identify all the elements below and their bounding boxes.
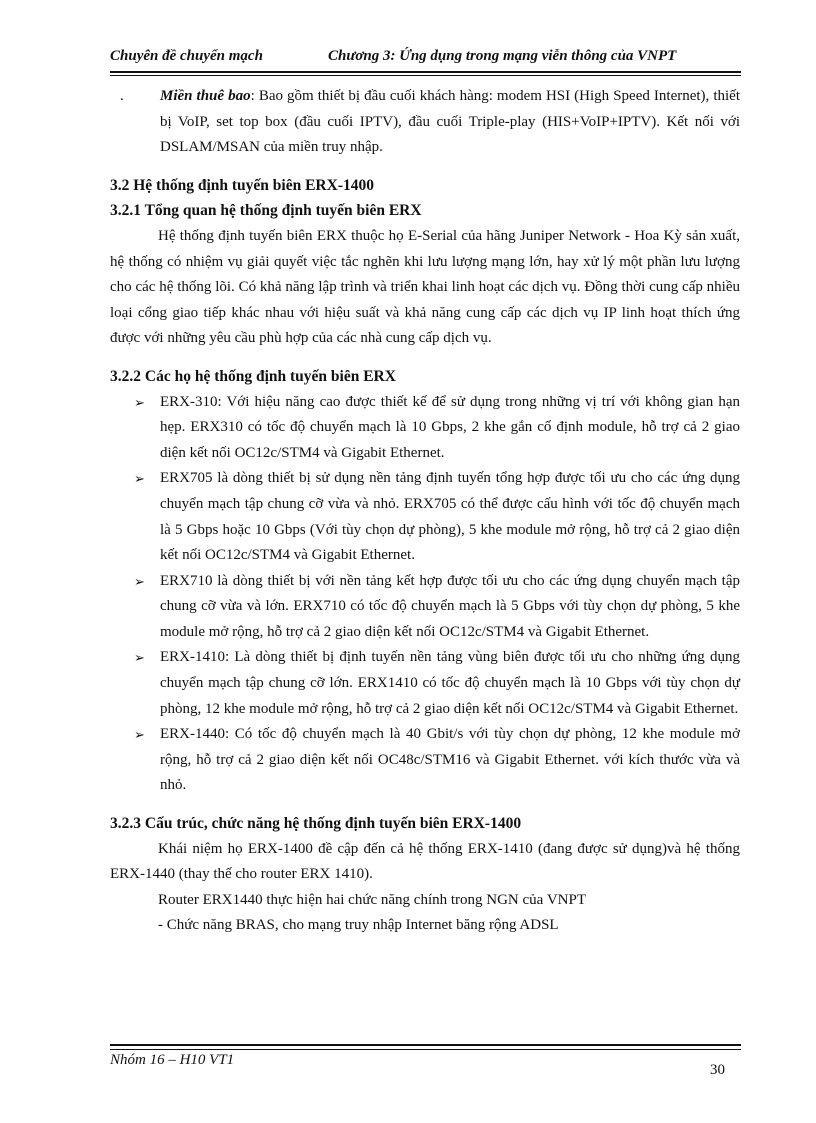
list-item-text: ERX-1440: Có tốc độ chuyển mạch là 40 Gbit/s với tùy chọn dự phòng, 12 khe module mở rộng, hỗ trợ cả 2 giao diện kết nối OC48c/STM16 và Gigabit Ethernet. với kích thước vừa và nhỏ. <box>160 726 740 794</box>
list-item-text: ERX710 là dòng thiết bị với nền tảng kết hợp được tối ưu cho các ứng dụng chuyển mạch tập chung cỡ vừa và lớn. ERX710 có tốc độ chuyển mạch là 5 Gbps với tùy chọn dự phòng, 5 khe module mở rộng, hỗ trợ cả 2 giao diện kết nối OC12c/STM4 và Gigabit Ethernet. <box>160 572 740 640</box>
section-3-2-2-heading: 3.2.2 Các họ hệ thống định tuyến biên ERX <box>110 367 396 385</box>
page-body <box>110 84 740 1044</box>
section-3-2-heading: 3.2 Hệ thống định tuyến biên ERX-1400 <box>110 176 374 194</box>
arrow-bullet-icon: ➢ <box>134 394 145 410</box>
section-3-2-3-heading: 3.2.3 Cấu trúc, chức năng hệ thống định tuyến biên ERX-1400 <box>110 815 522 833</box>
list-item <box>110 466 740 568</box>
list-item <box>110 722 740 799</box>
list-item <box>110 390 740 467</box>
section-3-2-3-paragraph-2: Router ERX1440 thực hiện hai chức năng chính trong NGN của VNPT <box>158 891 586 908</box>
section-3-2-1-paragraph: Hệ thống định tuyến biên ERX thuộc họ E-Serial của hãng Juniper Network - Hoa Kỳ sản xuất, hệ thống có nhiệm vụ giải quyết việc tắc nghẽn khi lưu lượng mạng lớn, hay xử lý một phần lưu lượng cho các hệ thống lõi. Có khả năng lập trình và triển khai linh hoạt các dịch vụ. Đồng thời cung cấp nhiều loại cổng giao tiếp khác nhau với hiệu suất và khả năng cung cấp các dịch vụ IP linh hoạt thích ứng được với những yêu cầu phù hợp của các nhà cung cấp dịch vụ. <box>110 227 740 347</box>
page-number: 30 <box>710 1062 725 1078</box>
header-document-title: Chuyên đề chuyển mạch <box>110 48 263 64</box>
page-header <box>110 48 740 70</box>
intro-term: Miền thuê bao <box>160 88 251 104</box>
footer-rule-thick <box>110 1044 741 1046</box>
section-3-2-3-paragraph-1: Khái niệm họ ERX-1400 đề cập đến cả hệ thống ERX-1410 (đang được sử dụng)và hệ thống ERX-1440 (thay thế cho router ERX 1410). <box>110 840 740 883</box>
header-rule-thin <box>110 75 741 76</box>
intro-text: : Bao gồm thiết bị đầu cuối khách hàng: modem HSI (High Speed Internet), thiết bị VoIP, set top box (đầu cuối IPTV), đầu cuối Triple-play (HIS+VoIP+IPTV). Kết nối với DSLAM/MSAN của miền truy nhập. <box>160 88 741 156</box>
arrow-bullet-icon: ➢ <box>134 727 145 743</box>
header-rule-thick <box>110 71 741 73</box>
arrow-bullet-icon: ➢ <box>134 471 145 487</box>
arrow-bullet-icon: ➢ <box>134 573 145 589</box>
list-item <box>110 645 740 722</box>
footer-rule-thin <box>110 1049 741 1050</box>
header-chapter-title: Chương 3: Ứng dụng trong mạng viễn thông của VNPT <box>328 48 677 64</box>
list-item <box>110 569 740 646</box>
intro-paragraph <box>110 84 740 161</box>
list-item-text: ERX-310: Với hiệu năng cao được thiết kế để sử dụng trong những vị trí với không gian hạn hẹp. ERX310 có tốc độ chuyển mạch là 10 Gbps, 2 khe gắn cố định module, hỗ trợ cả 2 giao diện kết nối OC12c/STM4 và Gigabit Ethernet. <box>160 393 740 461</box>
intro-marker: . <box>120 88 124 104</box>
list-item-text: ERX-1410: Là dòng thiết bị định tuyến nền tảng vùng biên được tối ưu cho những ứng dụng chuyển mạch tập chung cỡ lớn. ERX1410 có tốc độ chuyển mạch là 10 Gbps với tùy chọn dự phòng, 12 khe module mở rộng, hỗ trợ cả 2 giao diện kết nối OC12c/STM4 và Gigabit Ethernet. <box>160 649 740 717</box>
arrow-bullet-icon: ➢ <box>134 650 145 666</box>
list-item-text: ERX705 là dòng thiết bị sử dụng nền tảng định tuyến tổng hợp được tối ưu cho các ứng dụng chuyển mạch tập chung cỡ vừa và nhỏ. ERX705 có thể được cấu hình với tốc độ chuyển mạch là 5 Gbps hoặc 10 Gbps (Với tùy chọn dự phòng), 5 khe module mở rộng, hỗ trợ cả 2 giao diện kết nối OC12c/STM4 và Gigabit Ethernet. <box>160 470 740 564</box>
section-3-2-3-paragraph-3-cut: - Chức năng BRAS, cho mạng truy nhập Internet băng rộng ADSL <box>158 917 559 934</box>
erx-family-list <box>110 390 740 800</box>
section-3-2-1-heading: 3.2.1 Tổng quan hệ thống định tuyến biên ERX <box>110 202 422 220</box>
footer-group-label: Nhóm 16 – H10 VT1 <box>110 1052 235 1068</box>
